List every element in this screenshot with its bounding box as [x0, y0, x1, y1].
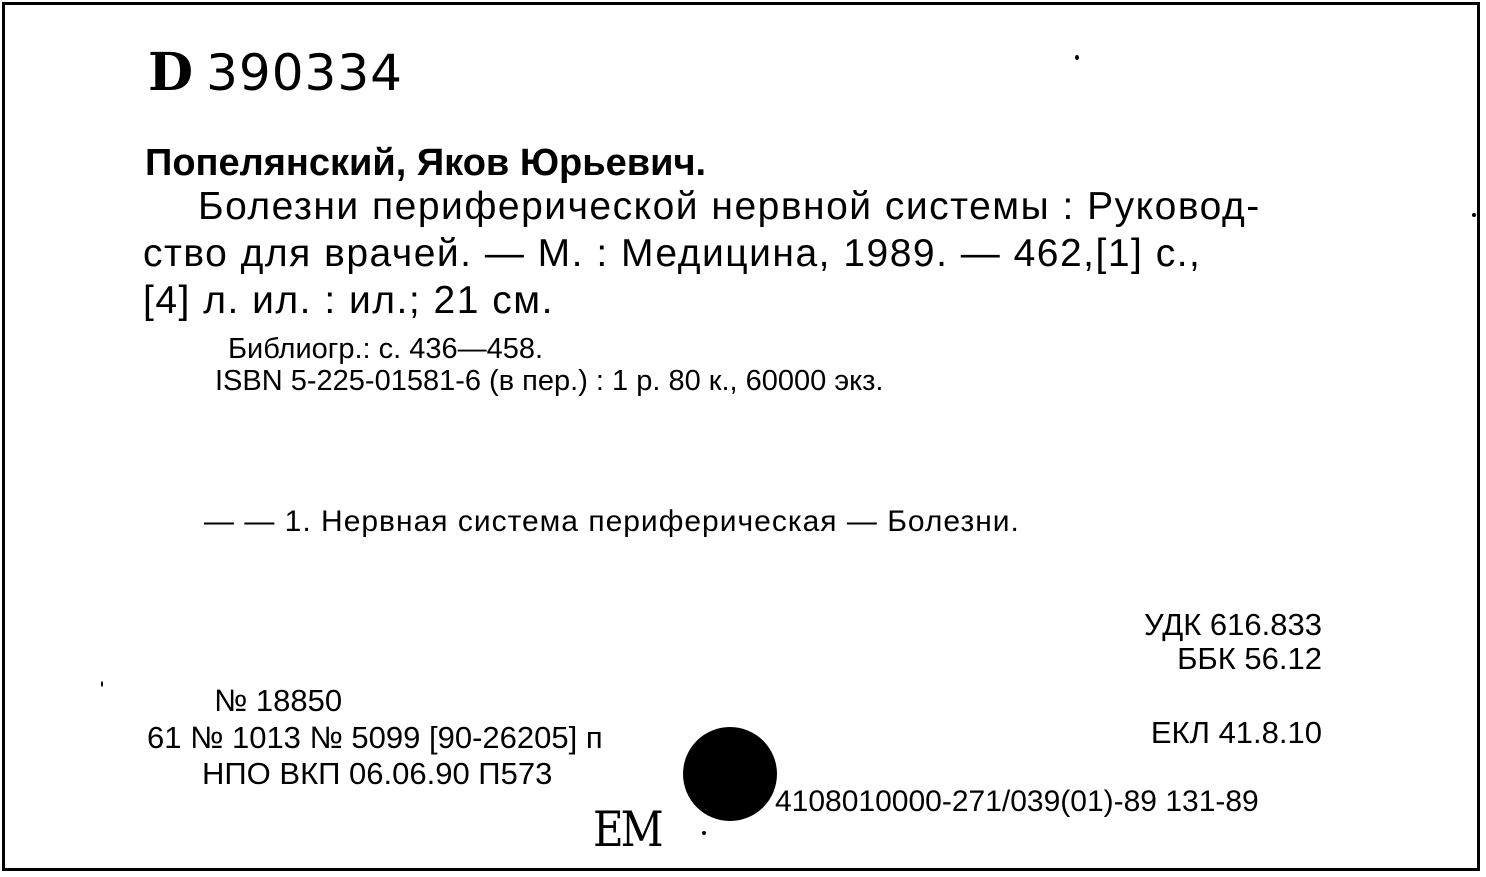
bbk-code: ББК 56.12: [1177, 641, 1322, 676]
title-line-1: Болезни периферической нервной системы : Руковод-: [198, 185, 1261, 228]
bibliography-note: Библиогр.: с. 436—458.: [228, 333, 544, 365]
print-info: 61 № 1013 № 5099 [90-26205] п: [147, 720, 603, 755]
ekl-code: ЕКЛ 41.8.10: [1150, 715, 1322, 750]
ink-speck: [702, 831, 706, 835]
ink-speck: [1075, 55, 1079, 60]
barcode-number: 4108010000-271/039(01)-89 131-89: [775, 785, 1259, 818]
title-line-2: ство для врачей. — М. : Медицина, 1989. — 462,[1] с.,: [143, 232, 1202, 275]
ink-speck: [101, 681, 103, 687]
em-mark: ЕМ: [593, 801, 661, 858]
record-number: № 18850: [214, 683, 343, 718]
title-line-3: [4] л. ил. : ил.; 21 см.: [143, 279, 554, 322]
call-number-value: 390334: [206, 44, 403, 102]
punch-hole: [683, 727, 777, 821]
call-number: [148, 42, 403, 103]
subject-heading: — — 1. Нервная система периферическая — Болезни.: [204, 505, 1020, 538]
udk-code: УДК 616.833: [1143, 607, 1322, 642]
publisher-info: НПО ВКП 06.06.90 П573: [202, 756, 553, 791]
isbn-note: ISBN 5-225-01581-6 (в пер.) : 1 р. 80 к., 60000 экз.: [215, 365, 884, 397]
call-number-prefix: D: [148, 42, 195, 103]
ink-speck: [1472, 213, 1476, 217]
author-heading: Попелянский, Яков Юрьевич.: [145, 142, 707, 184]
